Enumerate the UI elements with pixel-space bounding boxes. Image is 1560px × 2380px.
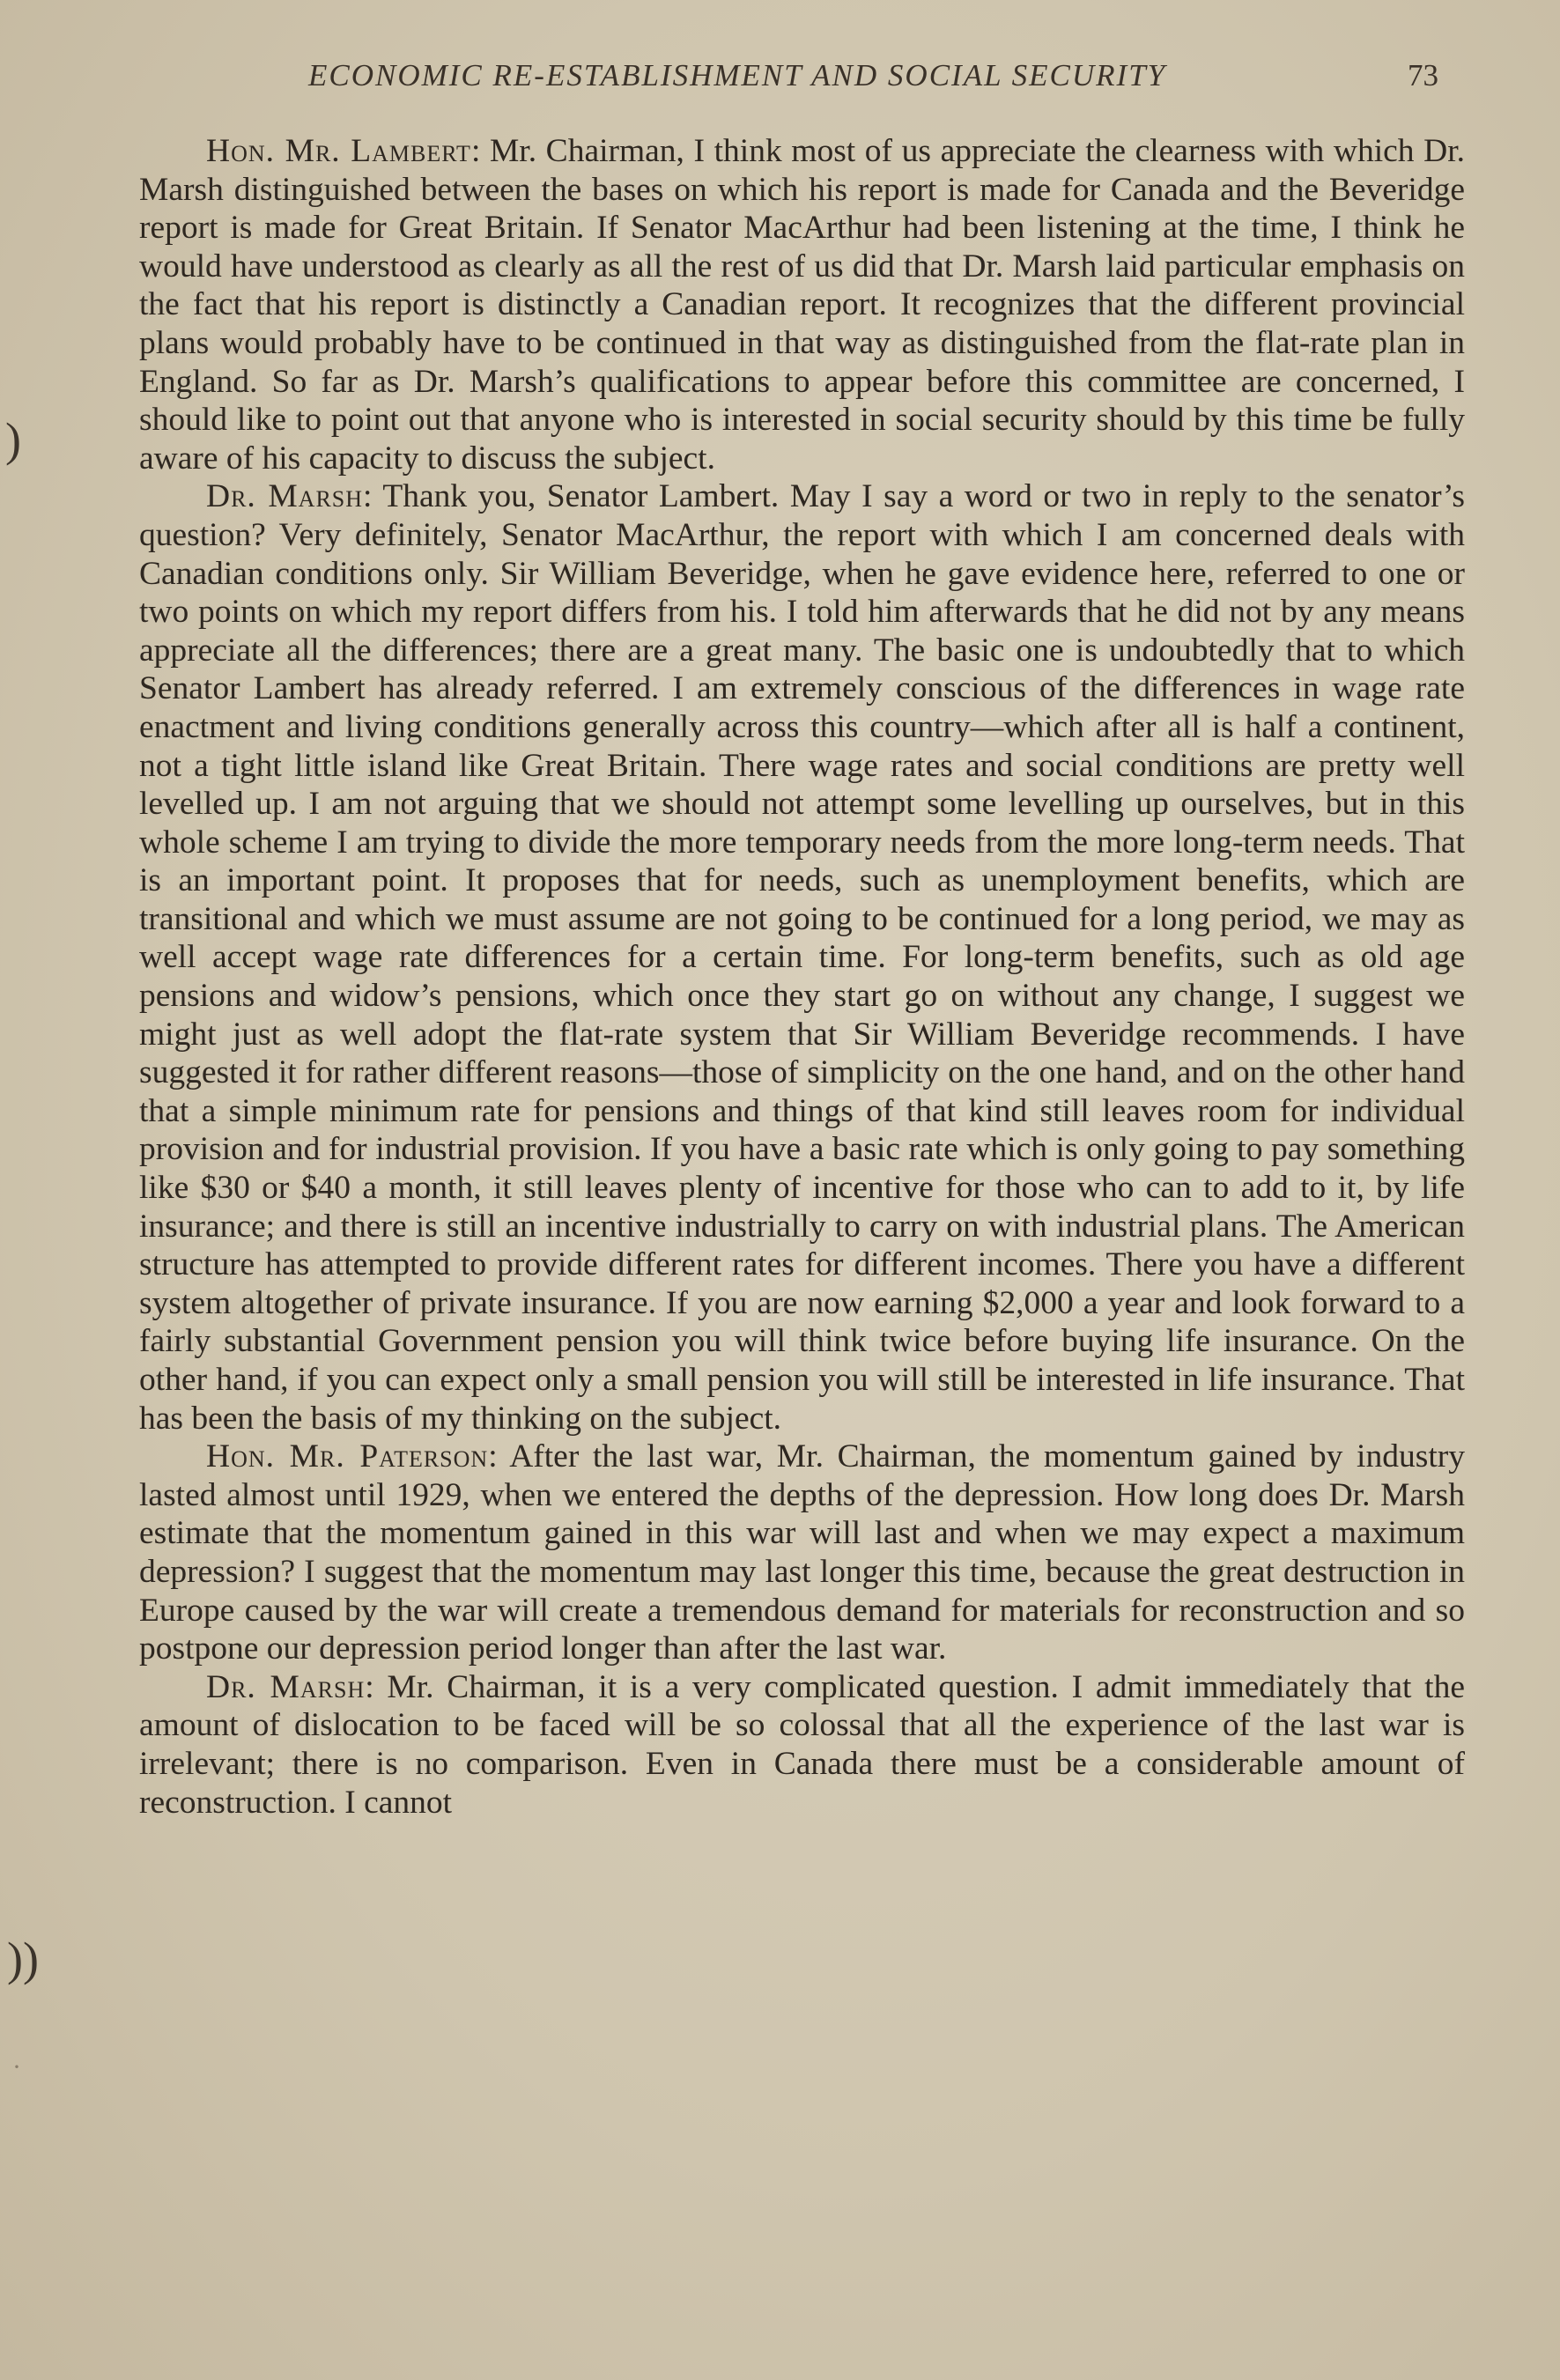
paragraph-text: Thank you, Senator Lambert. May I say a word or two in reply to the senator’s question? Very definitely, Senator MacArthur, the report with which I am concerned deals with Canadian conditions only. Sir William Beveridge, when he gave evidence here, referred to one or two points on which my report differs from his. I told him afterwards that he did not by any means appreciate all the differences; there are a great many. The basic one is undoubtedly that to which Senator Lambert has already referred. I am extremely conscious of the differences in wage rate enactment and living conditions generally across this country—which after all is half a continent, not a tight little island like Great Britain. There wage rates and social conditions are pretty well levelled up. I am not arguing that we should not attempt some levelling up ourselves, but in this whole scheme I am trying to divide the more temporary needs from the more long-term needs. That is an important point. It proposes that for needs, such as unemployment benefits, which are transitional and which we must assume are not going to be continued for a long period, we may as well accept wage rate differences for a certain time. For long-term benefits, such as old age pensions and widow’s pensions, which once they start go on without any change, I suggest we might just as well adopt the flat-rate system that Sir William Beveridge recommends. I have suggested it for rather different reasons—those of simplicity on the one hand, and on the other hand that a simple minimum rate for pensions and things of that kind still leaves room for individual provision and for industrial provision. If you have a basic rate which is only going to pay something like $30 or $40 a month, it still leaves plenty of incentive for those who can to add to it, by life insurance; and there is still an incentive industrially to carry on with industrial plans. The American structure has attempted to provide different rates for different incomes. There you have a different system altogether of private insurance. If you are now earning $2,000 a year and look forward to a fairly substantial Government pension you will think twice before buying life insurance. On the other hand, if you can expect only a small pension you will still be interested in life insurance. That has been the basis of my thinking on the subject. xyxy=(139,478,1465,1437)
speaker-name: Hon. Mr. Paterson xyxy=(206,1438,489,1475)
paragraph-text: After the last war, Mr. Chairman, the momentum gained by industry lasted almost until 1929, when we entered the depths of the depression. How long does Dr. Marsh estimate that the momentum gained in this war will last and when we may expect a maximum depression? I suggest that the momentum may last longer this time, because the great destruction in Europe caused by the war will create a tremendous demand for materials for reconstruction and so postpone our depression period longer than after the last war. xyxy=(139,1438,1465,1667)
binding-hole-mark: )) xyxy=(7,1933,39,1985)
paragraph-text: Mr. Chairman, it is a very complicated question. I admit immediately that the amount of dislocation to be faced will be so colossal that all the experience of the last war is irrelevant; there is no comparison. Even in Canada there must be a considerable amount of reconstruction. I cannot xyxy=(139,1668,1465,1821)
running-title: ECONOMIC RE-ESTABLISHMENT AND SOCIAL SECURITY xyxy=(308,58,1167,92)
transcript-body xyxy=(139,132,1465,1822)
speaker-name: Hon. Mr. Lambert xyxy=(206,133,471,169)
page-number: 73 xyxy=(1408,58,1438,92)
paragraph: Dr. Marsh: Thank you, Senator Lambert. May I say a word or two in reply to the senator’s question? Very definitely, Senator MacArthur, the report with which I am concerned deals with Canadian conditions only. Sir William Beveridge, when he gave evidence here, referred to one or two points on which my report differs from his. I told him afterwards that he did not by any means appreciate all the differences; there are a great many. The basic one is undoubtedly that to which Senator Lambert has already referred. I am extremely conscious of the differences in wage rate enactment and living conditions generally across this country—which after all is half a continent, not a tight little island like Great Britain. There wage rates and social conditions are pretty well levelled up. I am not arguing that we should not attempt some levelling up ourselves, but in this whole scheme I am trying to divide the more temporary needs from the more long-term needs. That is an important point. It proposes that for needs, such as unemployment benefits, which are transitional and which we must assume are not going to be continued for a long period, we may as well accept wage rate differences for a certain time. For long-term benefits, such as old age pensions and widow’s pensions, which once they start go on without any change, I suggest we might just as well adopt the flat-rate system that Sir William Beveridge recommends. I have suggested it for rather different reasons—those of simplicity on the one hand, and on the other hand that a simple minimum rate for pensions and things of that kind still leaves room for individual provision and for industrial provision. If you have a basic rate which is only going to pay something like $30 or $40 a month, it still leaves plenty of incentive for those who can to add to it, by life insurance; and there is still an incentive industrially to carry on with industrial plans. The American structure has attempted to provide different rates for different incomes. There you have a different system altogether of private insurance. If you are now earning $2,000 a year and look forward to a fairly substantial Government pension you will think twice before buying life insurance. On the other hand, if you can expect only a small pension you will still be interested in life insurance. That has been the basis of my thinking on the subject. xyxy=(139,478,1465,1437)
speaker-name: Dr. Marsh xyxy=(206,1668,366,1705)
binding-hole-mark: ) xyxy=(5,413,21,466)
paragraph: Hon. Mr. Paterson: After the last war, Mr. Chairman, the momentum gained by industry lasted almost until 1929, when we entered the depths of the depression. How long does Dr. Marsh estimate that the momentum gained in this war will last and when we may expect a maximum depression? I suggest that the momentum may last longer this time, because the great destruction in Europe caused by the war will create a tremendous demand for materials for reconstruction and so postpone our depression period longer than after the last war. xyxy=(139,1438,1465,1667)
margin-speck: · xyxy=(12,2052,21,2081)
paragraph: Dr. Marsh: Mr. Chairman, it is a very complicated question. I admit immediately that the amount of dislocation to be faced will be so colossal that all the experience of the last war is irrelevant; there is no comparison. Even in Canada there must be a considerable amount of reconstruction. I cannot xyxy=(139,1668,1465,1821)
paragraph: Hon. Mr. Lambert: Mr. Chairman, I think most of us appreciate the clearness with which Dr. Marsh distinguished between the bases on which his report is made for Canada and the Beveridge report is made for Great Britain. If Senator MacArthur had been listening at the time, I think he would have understood as clearly as all the rest of us did that Dr. Marsh laid particular emphasis on the fact that his report is distinctly a Canadian report. It recognizes that the different provincial plans would probably have to be continued in that way as distinguished from the flat-rate plan in England. So far as Dr. Marsh’s qualifications to appear before this committee are concerned, I should like to point out that anyone who is interested in social security should by this time be fully aware of his capacity to discuss the subject. xyxy=(139,133,1465,477)
speaker-name: Dr. Marsh xyxy=(206,478,364,515)
paragraph-text: Mr. Chairman, I think most of us appreciate the clearness with which Dr. Marsh distinguished between the bases on which his report is made for Canada and the Beveridge report is made for Great Britain. If Senator MacArthur had been listening at the time, I think he would have understood as clearly as all the rest of us did that Dr. Marsh laid particular emphasis on the fact that his report is distinctly a Canadian report. It recognizes that the different provincial plans would probably have to be continued in that way as distinguished from the flat-rate plan in England. So far as Dr. Marsh’s qualifications to appear before this committee are concerned, I should like to point out that anyone who is interested in social security should by this time be fully aware of his capacity to discuss the subject. xyxy=(139,133,1465,477)
